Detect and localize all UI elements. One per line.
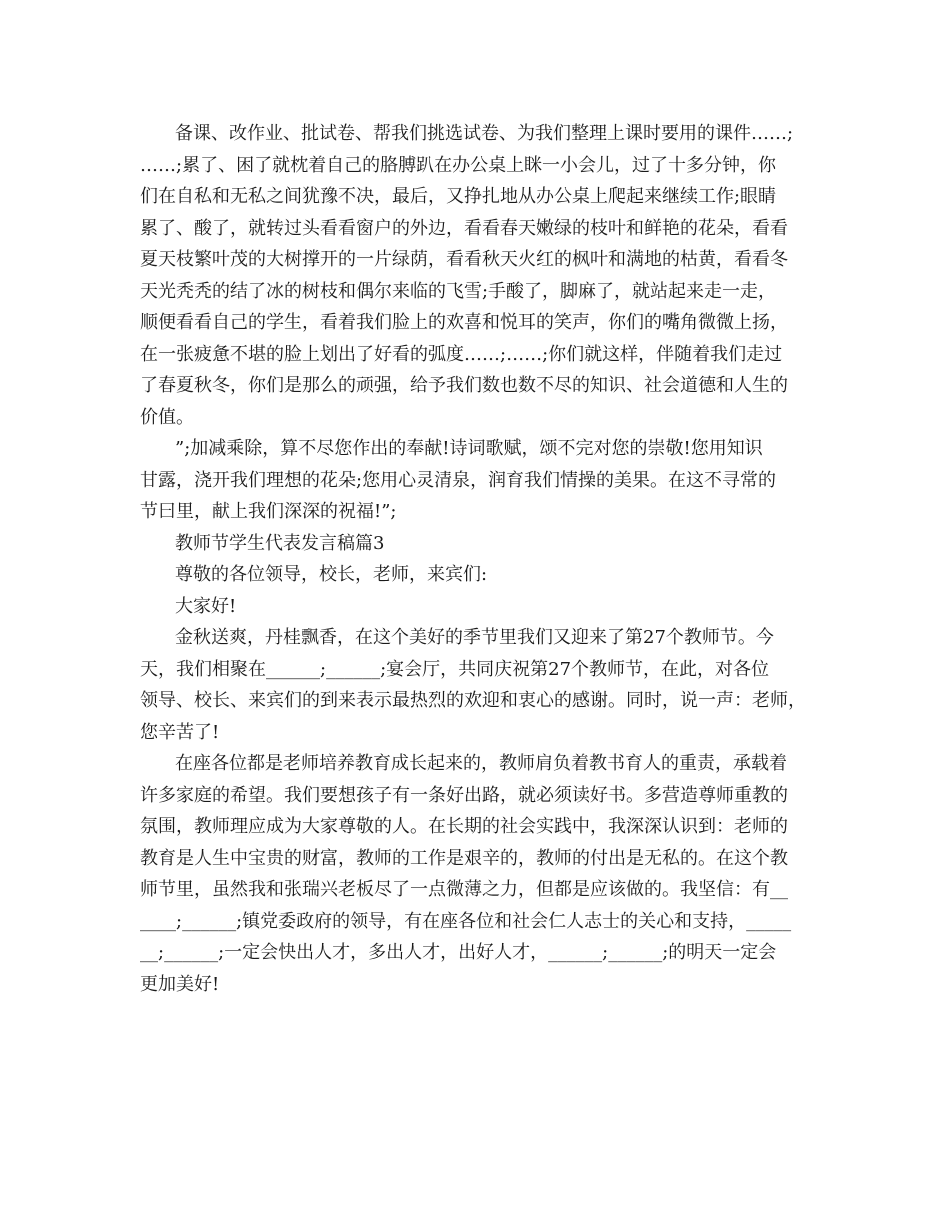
- text-line: 天，我们相聚在______;______;宴会厅，共同庆祝第27个教师节，在此，对各位: [140, 658, 770, 680]
- text-line: 价值。: [140, 406, 194, 428]
- text-line: 师节里，虽然我和张瑞兴老板尽了一点微薄之力，但都是应该做的。我坚信：有__: [140, 879, 788, 900]
- text-line: ……;累了、困了就枕着自己的胳膊趴在办公桌上眯一小会儿，过了十多分钟，你: [140, 154, 777, 176]
- text-line: 许多家庭的希望。我们要想孩子有一条好出路，就必须读好书。多营造尊师重教的: [140, 784, 788, 806]
- text-line: 了春夏秋冬，你们是那么的顽强，给予我们数也数不尽的知识、社会道德和人生的: [140, 375, 788, 396]
- text-line: 节曰里，献上我们深深的祝福!”;: [140, 501, 397, 522]
- text-line: 更加美好!: [140, 973, 220, 995]
- text-line: 甘露，浇开我们理想的花朵;您用心灵清泉，润育我们情操的美果。在这不寻常的: [140, 469, 777, 491]
- text-line: 夏天枝繁叶茂的大树撑开的一片绿荫，看看秋天火红的枫叶和满地的枯黄，看看冬: [140, 249, 788, 270]
- document-body: [140, 118, 820, 1000]
- text-line: 在座各位都是老师培养教育成长起来的，教师肩负着教书育人的重责，承载着: [175, 753, 787, 774]
- text-line: 备课、改作业、批试卷、帮我们挑选试卷、为我们整理上课时要用的课件……;: [175, 123, 794, 144]
- greeting: 大家好!: [175, 595, 237, 617]
- text-line: ____;______;镇党委政府的领导，有在座各位和社会仁人志士的关心和支持，_____: [140, 910, 792, 932]
- text-line: 顺便看看自己的学生，看着我们脸上的欢喜和悦耳的笑声，你们的嘴角微微上扬，: [140, 312, 788, 333]
- text-line: 领导、校长、来宾们的到来表示最热烈的欢迎和衷心的感谢。同时，说一声：老师，: [140, 690, 806, 711]
- text-line: __;______;一定会快出人才，多出人才，出好人才，______;______;的明天一定会: [140, 942, 777, 963]
- text-line: 氛围，教师理应成为大家尊敬的人。在长期的社会实践中，我深深认识到：老师的: [140, 816, 788, 837]
- text-line: ”;加减乘除，算不尽您作出的奉献!诗词歌赋，颂不完对您的崇敬!您用知识: [175, 438, 763, 459]
- text-line: 金秋送爽，丹桂飘香，在这个美好的季节里我们又迎来了第27个教师节。今: [175, 627, 774, 648]
- text-line: 天光秃秃的结了冰的树枝和偶尔来临的飞雪;手酸了，脚麻了，就站起来走一走，: [140, 280, 777, 302]
- section-heading: 教师节学生代表发言稿篇3: [175, 532, 385, 554]
- text-line: 累了、酸了，就转过头看看窗户的外边，看看春天嫩绿的枝叶和鲜艳的花朵，看看: [140, 217, 788, 239]
- text-line: 教育是人生中宝贵的财富，教师的工作是艰辛的，教师的付出是无私的。在这个教: [140, 847, 788, 869]
- text-line: 您辛苦了!: [140, 721, 220, 743]
- text-line: 在一张疲惫不堪的脸上划出了好看的弧度……;……;你们就这样，伴随着我们走过: [140, 343, 783, 365]
- salutation: 尊敬的各位领导，校长，老师，来宾们:: [175, 564, 488, 585]
- text-line: 们在自私和无私之间犹豫不决，最后，又挣扎地从办公桌上爬起来继续工作;眼睛: [140, 186, 777, 207]
